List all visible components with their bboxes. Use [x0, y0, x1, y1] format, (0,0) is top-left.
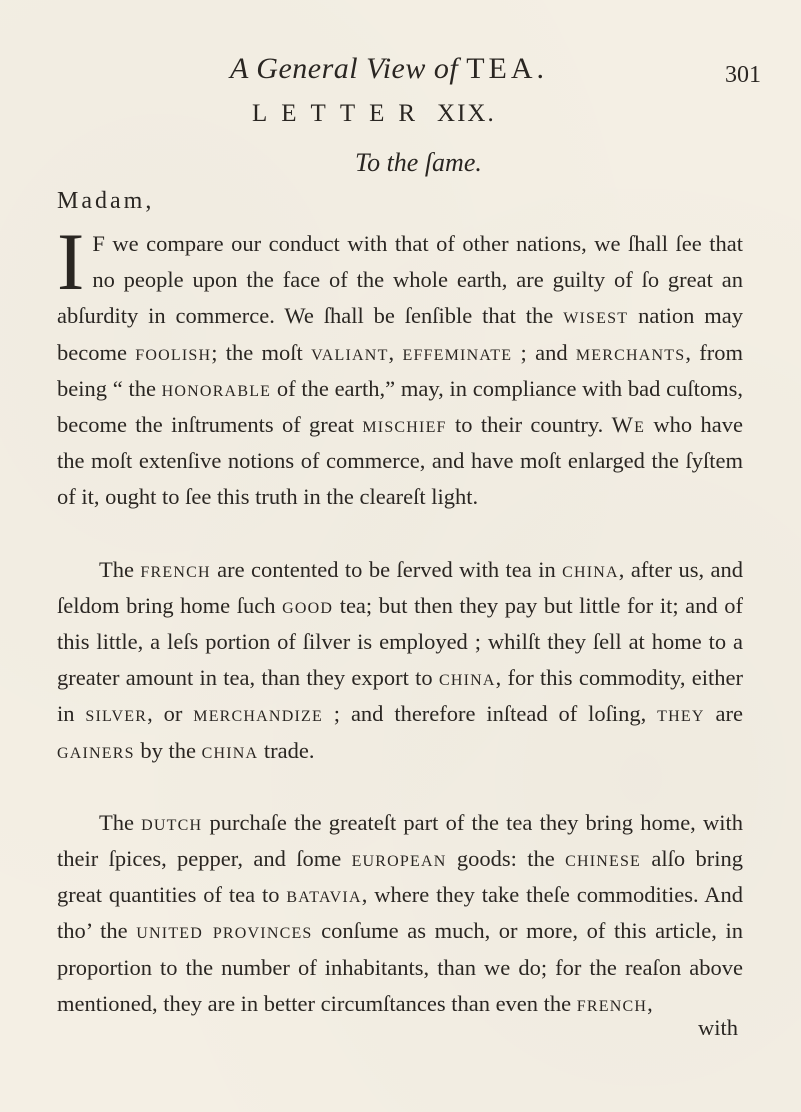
running-head-title: A General View — [230, 52, 426, 85]
text-run: alſo bring great quantities of tea to — [57, 846, 743, 908]
running-head-of: of — [425, 52, 467, 85]
small-caps-run: honorable — [161, 375, 272, 401]
drop-cap: I — [57, 216, 85, 307]
text-run: , or — [147, 701, 194, 727]
text-run: The — [99, 809, 142, 835]
small-caps-run: batavia — [286, 882, 362, 908]
letter-number: XIX. — [437, 100, 496, 127]
small-caps-run: china — [562, 556, 619, 582]
salutation: Madam, — [57, 188, 155, 214]
text-run: , — [388, 339, 403, 365]
text-run: , from being “ the — [57, 339, 743, 401]
small-caps-run: mischief — [362, 412, 447, 438]
small-caps-run: merchants — [575, 339, 686, 365]
text-run: by the — [134, 737, 202, 763]
small-caps-run: they — [657, 701, 705, 727]
text-run: F we compare our conduct with that of other nations, we ſhall ſee that no people upon the face of the whole earth, are guilty of ſo great an abſurdity in commerce. We ſhall be ſenſible that the — [57, 231, 743, 329]
text-run: are — [704, 701, 743, 727]
text-run: , for this commodity, either in — [57, 665, 743, 727]
small-caps-run: chinese — [565, 846, 642, 872]
text-run: purchaſe the greateſt part of the tea they bring home, with their ſpices, pepper, and ſome — [57, 809, 743, 872]
running-head — [230, 52, 690, 86]
text-run: tea; but then they pay but little for it; and of this little, a leſs portion of ſilver is employed ; whilſt they ſell at home to a greater amount in tea, than they export to — [57, 592, 743, 691]
small-caps-run: foolish — [135, 339, 212, 365]
text-run: ; and therefore inſtead of loſing, — [322, 701, 658, 727]
small-caps-run: silver — [85, 701, 148, 727]
small-caps-run: wisest — [563, 303, 629, 329]
text-run: to their country. — [446, 412, 612, 438]
text-run: goods: the — [446, 846, 566, 872]
text-run: The — [99, 556, 141, 582]
text-run: , — [647, 990, 653, 1016]
paragraph-2 — [57, 552, 743, 769]
paragraph-3 — [57, 805, 743, 1022]
small-caps-run: dutch — [141, 809, 203, 835]
running-head-tea: TEA. — [466, 52, 549, 85]
small-caps-run: valiant — [311, 339, 389, 365]
text-run: ; and — [512, 339, 576, 365]
page-number: 301 — [725, 62, 761, 88]
small-caps-run: french — [576, 990, 648, 1016]
small-caps-run: china — [438, 665, 496, 691]
body-text — [57, 216, 744, 1058]
catchword: with — [698, 1015, 739, 1040]
text-run: who have the moſt extenſive notions of commerce, and have moſt enlarged the ſyſtem of it, ought to ſee this truth in the cleareſt light. — [57, 412, 743, 510]
text-run: trade. — [258, 737, 315, 763]
text-run: , after us, and ſeldom bring home ſuch — [57, 556, 743, 618]
text-run: nation may become — [57, 303, 744, 365]
text-run: are contented to be ſerved with tea in — [210, 556, 563, 582]
small-caps-run: french — [140, 556, 211, 582]
text-run: ; the moſt — [211, 339, 312, 365]
small-caps-run: european — [351, 846, 447, 872]
small-caps-run: gainers — [57, 737, 135, 763]
small-caps-run: good — [282, 592, 334, 618]
small-caps-run: merchandize — [193, 701, 323, 727]
text-run: of the earth,” may, in compliance with bad cuſtoms, become the inſtruments of great — [57, 375, 743, 438]
letter-label: LETTER — [252, 100, 430, 127]
letter-heading — [252, 100, 496, 128]
small-caps-run: We — [611, 412, 646, 438]
text-run: conſume as much, or more, of this article, in proportion to the number of inhabitants, than we do; for the reaſon above mentioned, they are in better circumſtances than even the — [57, 918, 744, 1016]
small-caps-run: china — [201, 737, 259, 763]
small-caps-run: effeminate — [402, 339, 513, 365]
small-caps-run: united provinces — [136, 918, 313, 944]
text-run: , where they take theſe commodities. And tho’ the — [57, 882, 743, 944]
addressee: To the ſame. — [355, 148, 482, 177]
paragraph-1 — [57, 216, 744, 516]
